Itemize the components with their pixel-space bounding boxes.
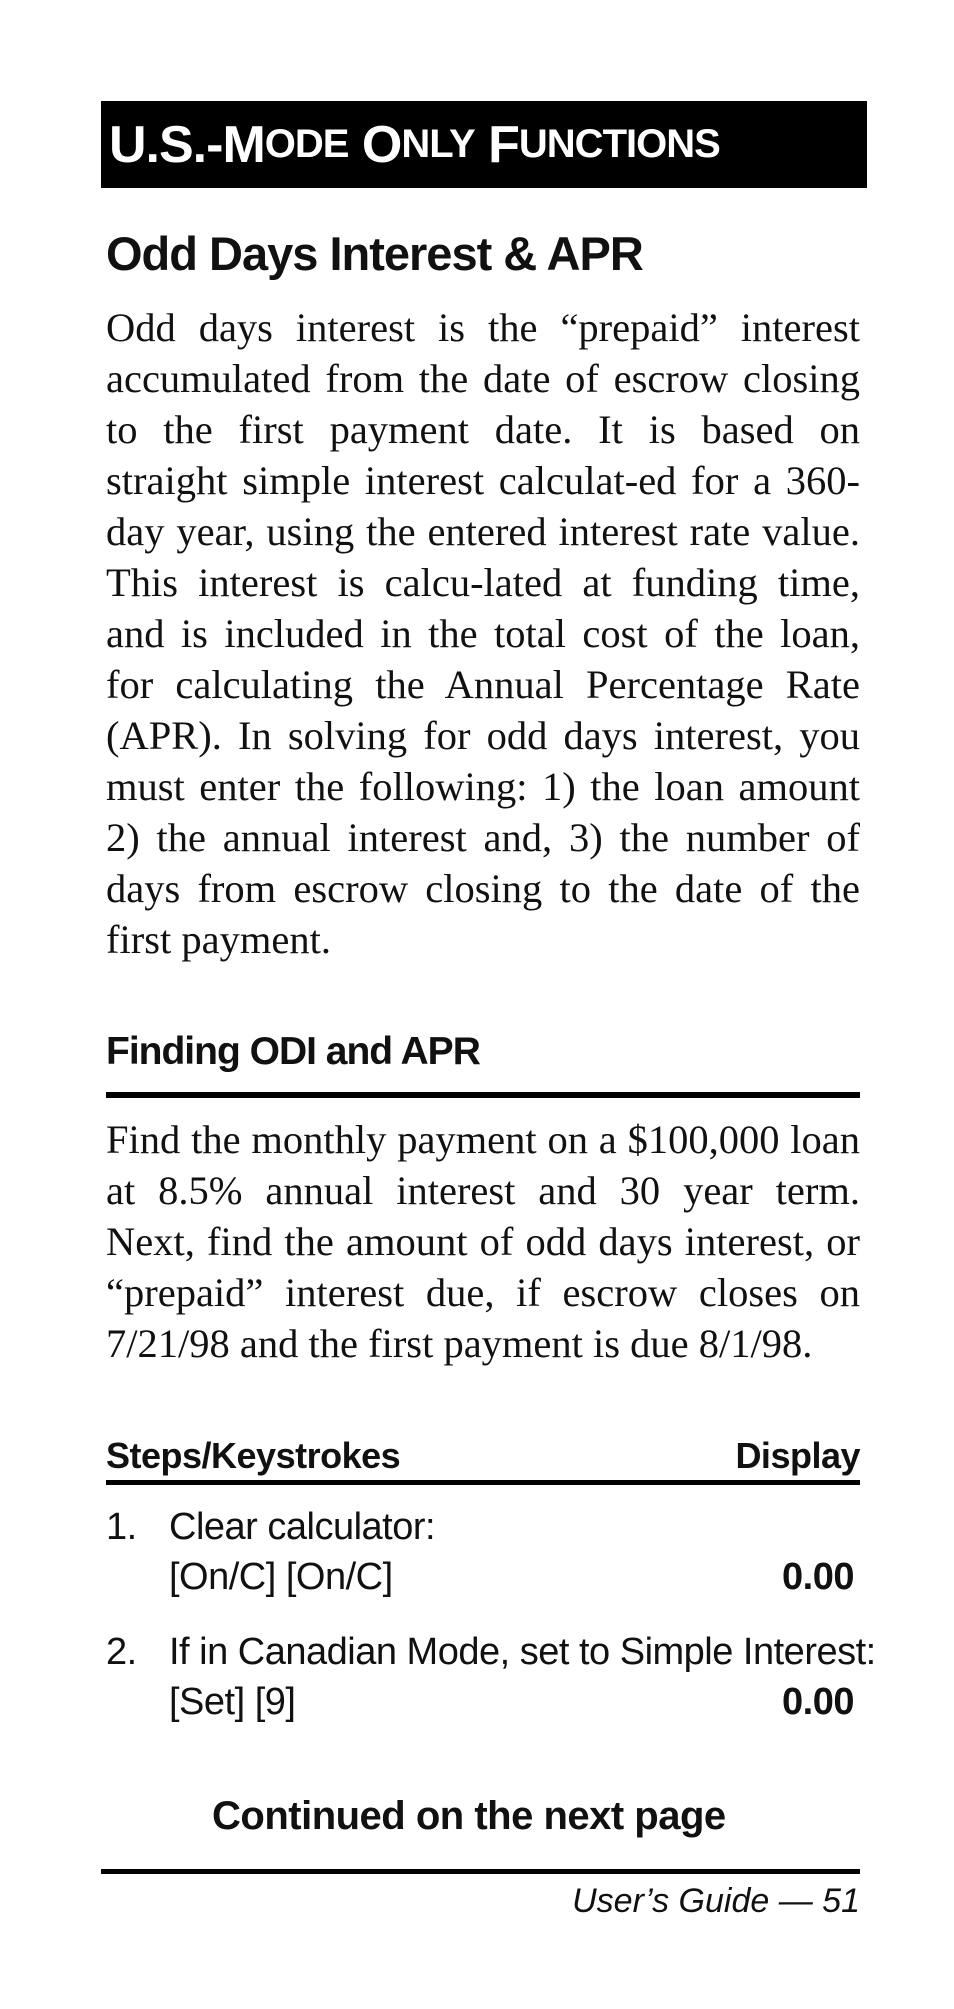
banner-text-3: O: [348, 115, 402, 174]
continued-note: Continued on the next page: [212, 1794, 726, 1838]
step-instruction: If in Canadian Mode, set to Simple Interest:: [169, 1631, 876, 1673]
step-display-value: 0.00: [782, 1681, 854, 1723]
table-header-rule: [106, 1480, 860, 1485]
section-title: Odd Days Interest & APR: [106, 227, 643, 280]
example-paragraph: Find the monthly payment on a $100,000 loan at 8.5% annual interest and 30 year term. Next, find the amount of odd days interest, or “prepaid” interest due, if escrow closes on 7/21/98 and the first payment is due 8/1/98.: [106, 1117, 860, 1366]
step-display-value: 0.00: [782, 1556, 854, 1598]
intro-paragraph: Odd days interest is the “prepaid” interest accumulated from the date of escrow closing to the first payment date. It is based on straight simple interest calculat-ed for a 360-day year, using the entered interest rate value. This interest is calcu-lated at funding time, and is included in the total cost of the loan, for calculating the Annual Percentage Rate (APR). In solving for odd days interest, you must enter the following: 1) the loan amount 2) the annual interest and, 3) the number of days from escrow closing to the date of the first payment.: [106, 305, 860, 962]
banner-text-2: ODE: [264, 122, 349, 166]
footer-rule: [101, 1869, 860, 1874]
step-number: 1.: [106, 1506, 137, 1548]
step-instruction: Clear calculator:: [169, 1506, 436, 1548]
step-row: [106, 1627, 876, 1727]
step-number: 2.: [106, 1631, 137, 1673]
page-footer: User’s Guide — 51: [572, 1882, 860, 1920]
example-title: Finding ODI and APR: [106, 1030, 480, 1073]
step-row: [106, 1502, 854, 1602]
banner-text-4: NLY: [401, 122, 475, 166]
step-keystrokes: [Set] [9]: [169, 1681, 296, 1723]
section-banner: [101, 101, 867, 188]
steps-column-header: Steps/Keystrokes: [106, 1435, 401, 1476]
display-column-header: Display: [735, 1435, 860, 1476]
example-title-rule: [106, 1092, 860, 1098]
banner-text-1: U.S.-M: [109, 115, 265, 174]
step-keystrokes: [On/C] [On/C]: [169, 1556, 393, 1598]
banner-text-6: UNCTIONS: [518, 122, 720, 166]
banner-text-5: F: [474, 115, 519, 174]
